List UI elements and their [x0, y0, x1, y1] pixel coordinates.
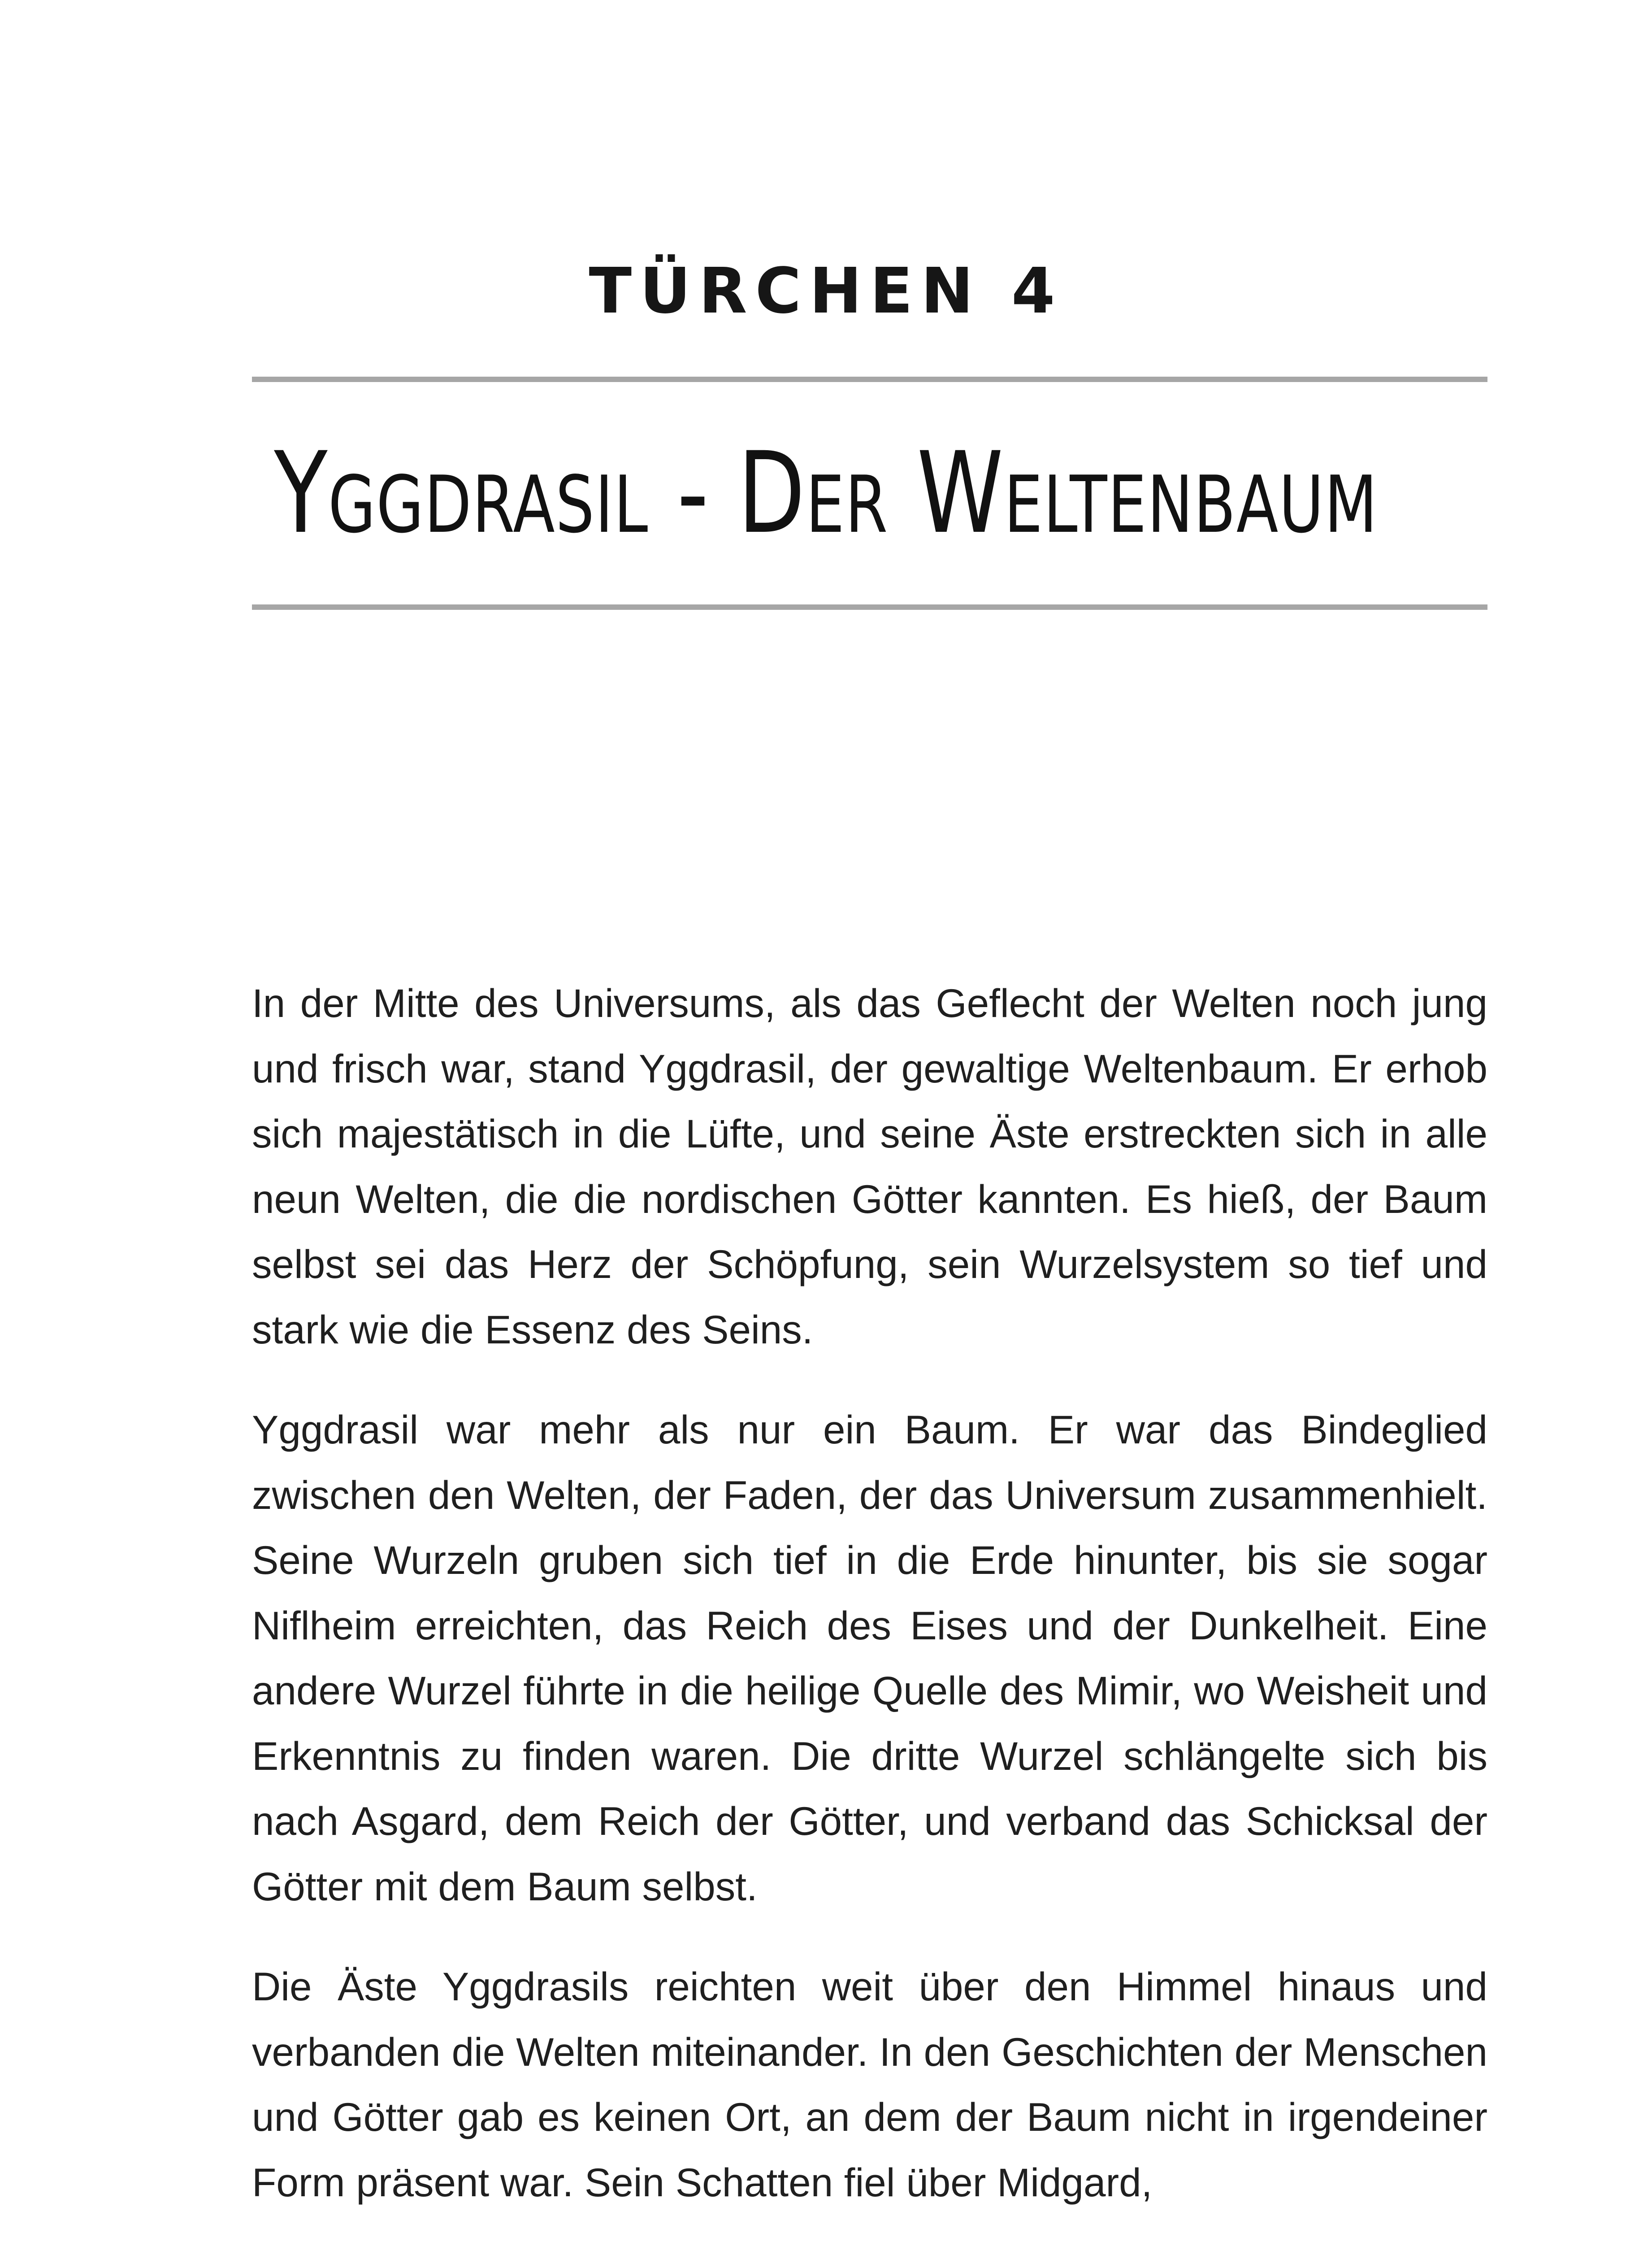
- title-divider-top: [252, 377, 1487, 382]
- title-divider-bottom: [252, 604, 1487, 610]
- chapter-title: Yggdrasil - Der Weltenbaum: [274, 428, 1378, 558]
- paragraph: In der Mitte des Universums, als das Geflecht der Welten noch jung und frisch war, stand Yggdrasil, der gewaltige Weltenbaum. Er erhob sich majestätisch in die Lüfte, und seine Äste erstreckten sich in alle neun Welten, die die nordischen Götter kannten. Es hieß, der Baum selbst sei das Herz der Schöpfung, sein Wurzelsystem so tief und stark wie die Essenz des Seins.: [252, 981, 1487, 1352]
- paragraph: Die Äste Yggdrasils reichten weit über den Himmel hinaus und verbanden die Welten miteinander. In den Geschichten der Menschen und Götter gab es keinen Ort, an dem der Baum nicht in irgendeiner Form präsent war. Sein Schatten fiel über Midgard,: [252, 1964, 1487, 2205]
- chapter-label: TÜRCHEN 4: [589, 255, 1063, 328]
- paragraph: Yggdrasil war mehr als nur ein Baum. Er war das Bindeglied zwischen den Welten, der Faden, der das Universum zusammenhielt. Seine Wurzeln gruben sich tief in die Erde hinunter, bis sie sogar Niflheim erreichten, das Reich des Eises und der Dunkelheit. Eine andere Wurzel führte in die heilige Quelle des Mimir, wo Weisheit und Erkenntnis zu finden waren. Die dritte Wurzel schlängelte sich bis nach Asgard, dem Reich der Götter, und verband das Schicksal der Götter mit dem Baum selbst.: [252, 1407, 1487, 1909]
- body-text: [252, 971, 1487, 2242]
